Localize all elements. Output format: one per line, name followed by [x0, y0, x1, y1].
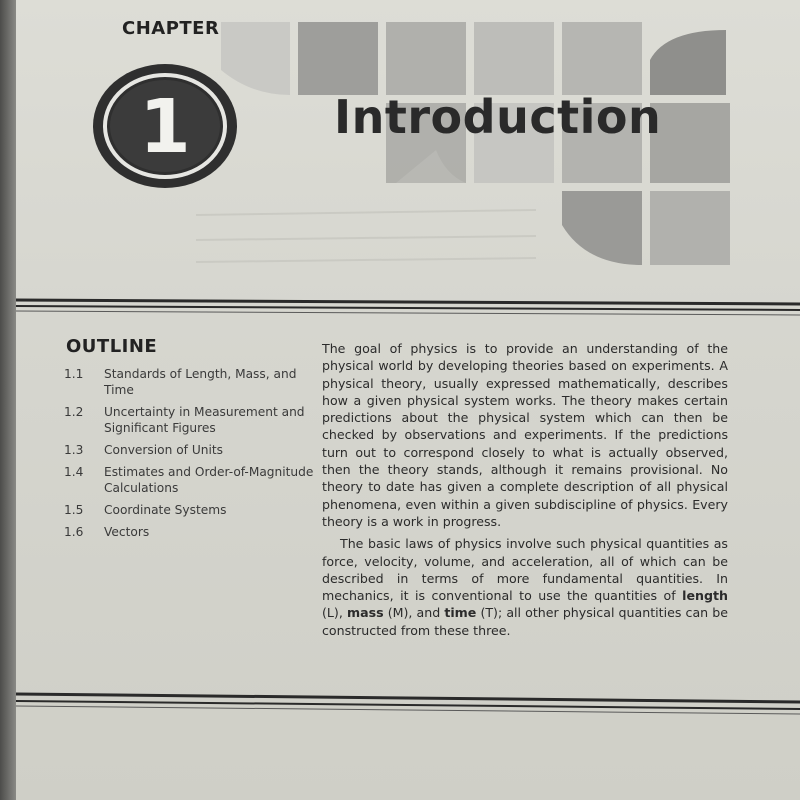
outline-item	[64, 502, 314, 518]
outline-list	[64, 366, 314, 546]
paragraph-2	[322, 535, 728, 639]
term-mass: mass	[346, 605, 384, 621]
outline-item	[64, 464, 314, 496]
outline-number: 1.5	[64, 503, 84, 517]
paragraph-2-text-d: (T); all other physical quantities can be constructed from these three.	[322, 605, 729, 638]
outline-number: 1.1	[64, 367, 84, 381]
chapter-number-badge	[90, 60, 240, 190]
outline-number: 1.3	[64, 443, 84, 457]
outline-text: Vectors	[104, 525, 150, 539]
body-text	[322, 340, 728, 639]
paragraph-1: The goal of physics is to provide an understanding of the physical world by developing theories based on experiments. A physical theory, usually expressed mathematically, describes how a given physical system works. The theory makes certain predictions about the physical system which can then be checked by observations and experiments. If the predictions turn out to correspond closely to what is actually observed, then the theory stands, although it remains provisional. No theory to date has given a complete description of all physical phenomena, even within a given subdiscipline of physics. Every theory is a work in progress.	[322, 341, 728, 529]
paragraph-2-text-c: (M), and	[383, 605, 445, 621]
outline-heading: OUTLINE	[66, 336, 158, 357]
outline-text: Standards of Length, Mass, and Time	[104, 367, 297, 397]
outline-text: Coordinate Systems	[104, 503, 227, 517]
book-page	[16, 0, 800, 800]
chapter-number: 1	[139, 84, 191, 170]
paragraph-2-text-a: The basic laws of physics involve such physical quantities as force, velocity, volume, and acceleration, all of which can be described in terms of more fundamental quantities. In mechanics, it is conventional to use the quantities of	[322, 536, 728, 604]
outline-number: 1.4	[64, 465, 84, 479]
outline-item	[64, 442, 314, 458]
outline-text: Estimates and Order-of-Magnitude Calculations	[104, 465, 314, 495]
paragraph-2-text-b: (L),	[322, 605, 347, 621]
chapter-title: Introduction	[334, 90, 662, 144]
section-divider-bottom	[16, 688, 800, 718]
book-spine-edge	[0, 0, 16, 800]
section-divider-top	[16, 296, 800, 326]
term-time: time	[444, 605, 477, 621]
outline-item	[64, 524, 314, 540]
outline-number: 1.6	[64, 525, 84, 539]
outline-item	[64, 366, 314, 398]
outline-text: Uncertainty in Measurement and Significant Figures	[104, 405, 305, 435]
chapter-label: CHAPTER	[122, 18, 220, 39]
outline-item	[64, 404, 314, 436]
term-length: length	[682, 588, 728, 604]
outline-number: 1.2	[64, 405, 84, 419]
outline-text: Conversion of Units	[104, 443, 223, 457]
